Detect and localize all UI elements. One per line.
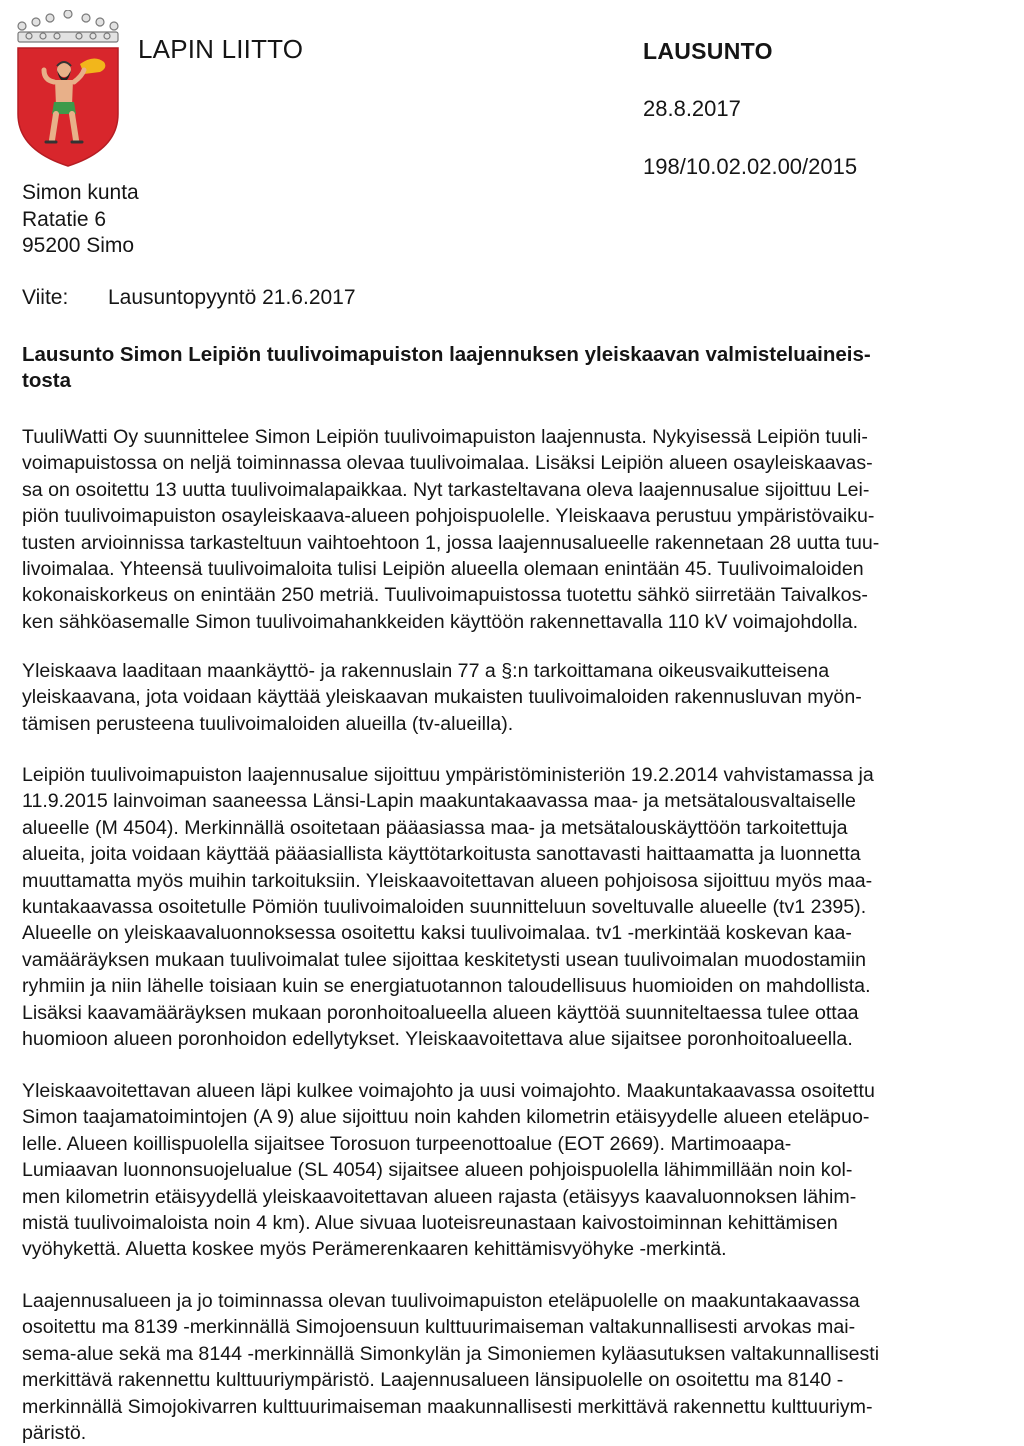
paragraph-regional-plan [22,762,1022,1052]
text-line: osoitettu ma 8139 -merkinnällä Simojoensuun kulttuurimaiseman valtakunnallisesti arvokas mai- [22,1316,856,1339]
text-line: kuntakaavassa osoitetulle Pömiön tuulivoimaloiden suunnitteluun soveltuvalle alueelle (tv1 2395). [22,896,867,919]
text-line: Alueelle on yleiskaavaluonnoksessa osoitettu kaksi tuulivoimalaa. tv1 -merkintää koskevan kaa- [22,922,852,945]
text-line: Lumiaavan luonnonsuojelualue (SL 4054) sijaitsee alueen pohjoispuolella lähimmillään noin kol- [22,1159,853,1182]
text-line: päristö. [22,1422,87,1445]
text-line: Laajennusalueen ja jo toiminnassa olevan tuulivoimapuiston eteläpuolelle on maakuntakaavassa [22,1290,860,1312]
paragraph-surroundings [22,1078,1022,1263]
organization-name: LAPIN LIITTO [138,34,304,64]
text-line: sa on osoitettu 13 uutta tuulivoimalapaikkaa. Nyt tarkasteltavana oleva laajennusalue sijoittuu Lei- [22,478,870,501]
document-date: 28.8.2017 [643,96,741,121]
subject-line: tosta [22,369,71,392]
subject-line: Lausunto Simon Leipiön tuulivoimapuiston laajennuksen yleiskaavan valmisteluaineis- [22,343,871,366]
text-line: yleiskaavana, jota voidaan käyttää yleiskaavan mukaisten tuulivoimaloiden rakennusluvan myön- [22,686,862,709]
text-line: 11.9.2015 lainvoiman saaneessa Länsi-Lapin maakuntakaavassa maa- ja metsätalousvaltaiselle [22,790,856,813]
text-line: ken sähköasemalle Simon tuulivoimahankkeiden käyttöön rakennettavalla 110 kV voimajohdolla. [22,610,859,633]
text-line: piön tuulivoimapuiston osayleiskaava-alueen pohjoispuolelle. Yleiskaava perustuu ympäristövaiku- [22,505,875,528]
text-line: lelle. Alueen koillispuolella sijaitsee Torosuon turpeenottoalue (EOT 2669). Martimoaapa- [22,1132,792,1155]
text-line: alueelle (M 4504). Merkinnällä osoitetaan pääasiassa maa- ja metsätalouskäyttöön tarkoitettuja [22,816,848,839]
text-line: Simon taajamatoimintojen (A 9) alue sijoittuu noin kahden kilometrin etäisyydelle alueen eteläpuo- [22,1106,870,1129]
text-line: ryhmiin ja niin lähelle toisiaan kuin se energiatuotannon taloudellisuus huomioiden on mahdollista. [22,975,871,998]
paragraph-project-description [22,424,1022,635]
text-line: mistä tuulivoimaloista noin 4 km). Alue sivuaa luoteisreunastaan kaivostoiminnan kehittämisen [22,1212,838,1235]
text-line: muuttamatta myös muihin tarkoituksiin. Yleiskaavoitettavan alueen pohjoisosa sijoittuu myös maa- [22,869,873,892]
reference-value: Lausuntopyyntö 21.6.2017 [108,286,356,309]
text-line: tämisen perusteena tuulivoimaloiden alueilla (tv-alueilla). [22,712,514,735]
document-type: LAUSUNTO [643,38,773,64]
text-line: Lisäksi kaavamääräyksen mukaan poronhoitoalueella alueen käyttöä suunniteltaessa tulee ottaa [22,1001,859,1024]
text-line: vamääräyksen mukaan tuulivoimalat tulee sijoittaa keskitetysti usean tuulivoimalan muodostamiin [22,948,867,971]
reference-line [22,286,356,310]
text-line: vyöhykettä. Aluetta koskee myös Perämerenkaaren kehittämisvyöhyke -merkintä. [22,1238,727,1261]
text-line: tusten arvioinnissa tarkasteltuun vaihtoehtoon 1, jossa laajennusalueelle rakennetaan 28 uutta tuu- [22,531,880,554]
recipient-street: Ratatie 6 [22,207,107,231]
text-line: kokonaiskorkeus on enintään 250 metriä. Tuulivoimapuistossa tuotettu sähkö siirretään Taivalkos- [22,584,868,607]
text-line: livoimalaa. Yhteensä tuulivoimaloita tulisi Leipiön alueella olemaan enintään 45. Tuulivoimaloiden [22,558,864,581]
text-line: TuuliWatti Oy suunnittelee Simon Leipiön tuulivoimapuiston laajennusta. Nykyisessä Leipiön tuuli- [22,426,868,448]
text-line: merkinnällä Simojokivarren kulttuurimaiseman maakunnallisesti merkittävä rakennettu kulttuuriym- [22,1395,873,1418]
text-line: men kilometrin etäisyydellä yleiskaavoitettavan alueen rajasta (etäisyys kaavaluonnoksen lähim- [22,1185,857,1208]
reference-label: Viite: [22,286,69,309]
text-line: voimapuistossa on neljä toiminnassa olevaa tuulivoimalaa. Lisäksi Leipiön alueen osayleiskaavas- [22,452,873,475]
text-line: Yleiskaava laaditaan maankäyttö- ja rakennuslain 77 a §:n tarkoittamana oikeusvaikutteisena [22,660,830,682]
lapland-coat-of-arms-icon [14,10,122,168]
text-line: sema-alue sekä ma 8144 -merkinnällä Simonkylän ja Simoniemen kyläasutuksen valtakunnallisesti [22,1342,880,1365]
text-line: alueita, joita voidaan käyttää pääasiallista käyttötarkoitusta sanottavasti haittaamatta ja luonnetta [22,843,861,866]
recipient-name: Simon kunta [22,181,139,204]
paragraph-legal-basis [22,658,1022,737]
text-line: huomioon alueen poronhoidon edellytykset. Yleiskaavoitettava alue sijaitsee poronhoitoalueella. [22,1028,853,1051]
paragraph-cultural-landscape [22,1288,1022,1446]
text-line: merkittävä rakennettu kulttuuriympäristö. Laajennusalueen länsipuolelle on osoitettu ma 8140 - [22,1369,844,1392]
text-line: Yleiskaavoitettavan alueen läpi kulkee voimajohto ja uusi voimajohto. Maakuntakaavassa osoitettu [22,1080,875,1102]
subject-heading [22,342,1012,394]
recipient-address [22,180,139,260]
recipient-postal: 95200 Simo [22,234,135,257]
text-line: Leipiön tuulivoimapuiston laajennusalue sijoittuu ympäristöministeriön 19.2.2014 vahvistamassa ja [22,764,874,786]
document-reference-number: 198/10.02.02.00/2015 [643,154,858,179]
